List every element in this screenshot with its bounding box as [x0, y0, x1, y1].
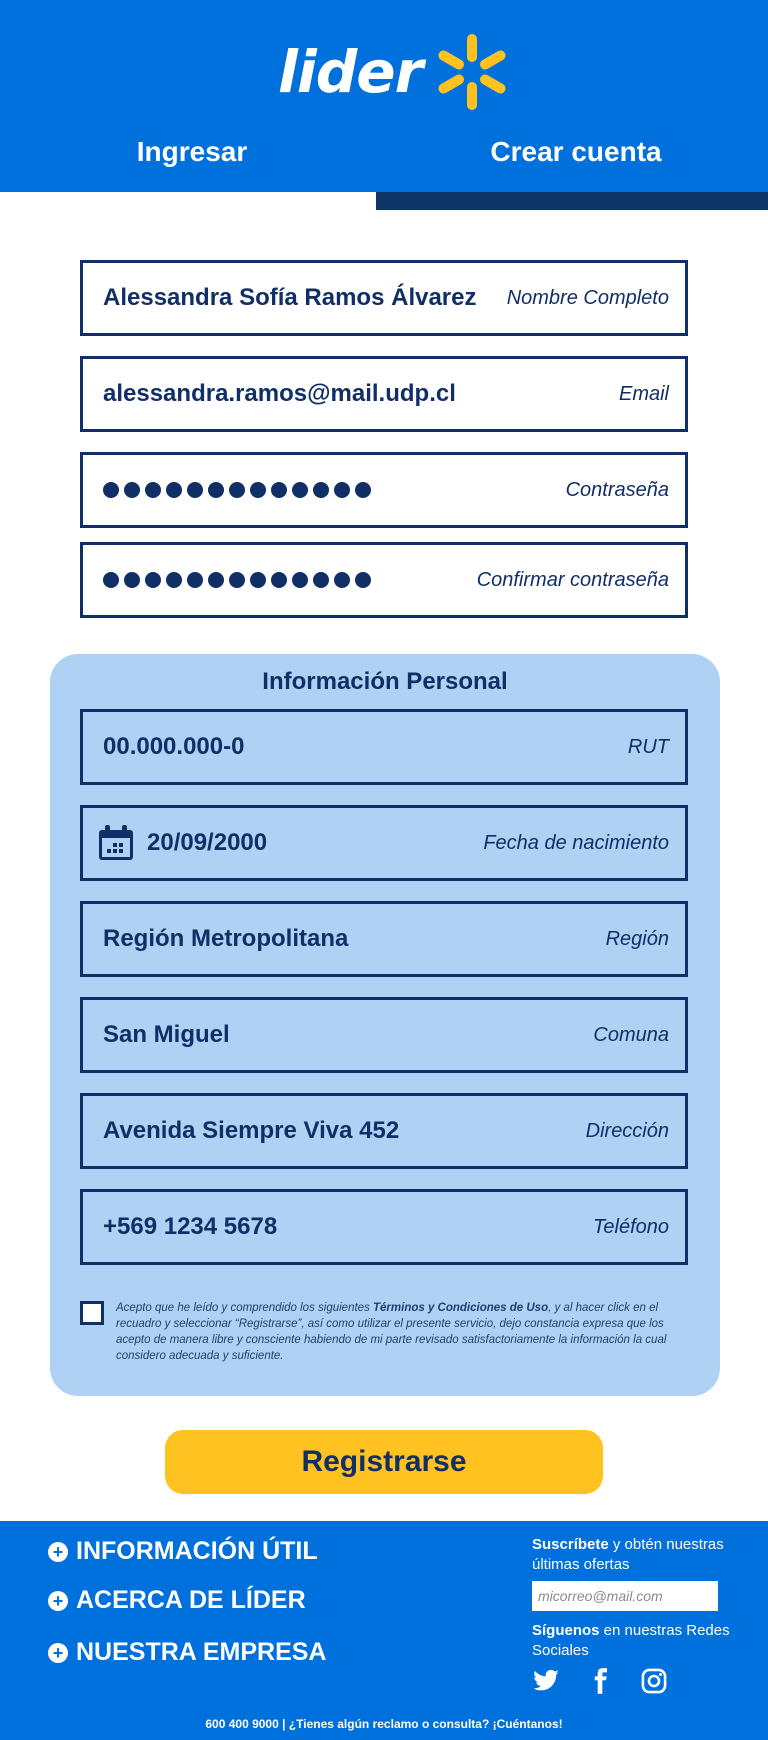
- footer-nav-label: ACERCA DE LÍDER: [76, 1586, 306, 1614]
- personal-info-title: Información Personal: [262, 668, 508, 695]
- social-bold: Síguenos: [532, 1622, 600, 1639]
- rut-label: RUT: [627, 735, 669, 758]
- footer-nav-label: INFORMACIÓN ÚTIL: [76, 1537, 318, 1565]
- social-rest: en nuestras Redes Sociales: [532, 1622, 730, 1659]
- comuna-field[interactable]: [80, 997, 688, 1073]
- twitter-icon[interactable]: [532, 1667, 560, 1695]
- rut-field[interactable]: [80, 709, 688, 785]
- password-dot: [166, 482, 182, 498]
- password-dot: [313, 482, 329, 498]
- email-label: Email: [618, 382, 669, 405]
- rut-value: 00.000.000-0: [103, 733, 245, 760]
- confirm-password-mask: [103, 572, 371, 588]
- full-name-label: Nombre Completo: [506, 286, 669, 309]
- region-value: Región Metropolitana: [103, 925, 349, 952]
- lider-logo[interactable]: [278, 30, 512, 114]
- password-dot: [124, 572, 140, 588]
- plus-circle-icon: +: [48, 1643, 68, 1663]
- spark-icon: [432, 32, 512, 112]
- password-dot: [334, 482, 350, 498]
- password-dot: [355, 572, 371, 588]
- password-dot: [145, 482, 161, 498]
- register-button[interactable]: Registrarse: [165, 1430, 603, 1494]
- password-dot: [355, 482, 371, 498]
- password-field[interactable]: [80, 452, 688, 528]
- password-dot: [334, 572, 350, 588]
- phone-value: +569 1234 5678: [103, 1213, 278, 1240]
- password-mask: [103, 482, 371, 498]
- full-name-value: Alessandra Sofía Ramos Álvarez: [103, 284, 477, 311]
- password-dot: [229, 482, 245, 498]
- comuna-value: San Miguel: [103, 1021, 230, 1048]
- confirm-password-label: Confirmar contraseña: [476, 568, 669, 591]
- contact-line: 600 400 9000 | ¿Tienes algún reclamo o consulta? ¡Cuéntanos!: [205, 1717, 563, 1731]
- terms-block: [80, 1300, 680, 1364]
- subscribe-rest: y obtén nuestras últimas ofertas: [532, 1536, 724, 1573]
- confirm-password-field[interactable]: [80, 542, 688, 618]
- password-dot: [187, 482, 203, 498]
- terms-text-start: Acepto que he leído y comprendido los siguientes: [116, 1302, 373, 1314]
- social-text: [532, 1621, 752, 1661]
- plus-circle-icon: +: [48, 1542, 68, 1562]
- terms-link[interactable]: Términos y Condiciones de Uso: [373, 1302, 549, 1314]
- footer-nav-nuestra-empresa[interactable]: [48, 1638, 327, 1667]
- password-dot: [292, 482, 308, 498]
- email-value: alessandra.ramos@mail.udp.cl: [103, 380, 456, 407]
- facebook-icon[interactable]: [586, 1667, 614, 1695]
- password-dot: [250, 482, 266, 498]
- password-dot: [271, 482, 287, 498]
- password-label: Contraseña: [565, 478, 669, 501]
- instagram-icon[interactable]: [640, 1667, 668, 1695]
- region-field[interactable]: [80, 901, 688, 977]
- subscribe-text: [532, 1535, 752, 1575]
- region-label: Región: [605, 927, 669, 950]
- password-dot: [292, 572, 308, 588]
- footer-nav-info-util[interactable]: [48, 1537, 318, 1566]
- email-field[interactable]: [80, 356, 688, 432]
- password-dot: [103, 482, 119, 498]
- password-dot: [187, 572, 203, 588]
- address-label: Dirección: [585, 1119, 669, 1142]
- birthdate-value: 20/09/2000: [147, 829, 268, 856]
- footer: [0, 1521, 768, 1740]
- password-dot: [166, 572, 182, 588]
- subscribe-email-input[interactable]: [532, 1581, 718, 1611]
- terms-checkbox[interactable]: [80, 1301, 104, 1325]
- password-dot: [229, 572, 245, 588]
- birthdate-field[interactable]: [80, 805, 688, 881]
- password-dot: [250, 572, 266, 588]
- password-dot: [208, 482, 224, 498]
- header: [0, 0, 768, 192]
- password-dot: [124, 482, 140, 498]
- address-field[interactable]: [80, 1093, 688, 1169]
- password-dot: [271, 572, 287, 588]
- password-dot: [103, 572, 119, 588]
- social-icons: [532, 1667, 668, 1695]
- subscribe-bold: Suscríbete: [532, 1536, 609, 1553]
- address-value: Avenida Siempre Viva 452: [103, 1117, 400, 1144]
- terms-text: [116, 1300, 680, 1364]
- password-dot: [313, 572, 329, 588]
- terms-text-end: , y al hacer click en el recuadro y seleccionar “Registrarse”, así como utilizar el presente servicio, dejo constancia expresa que los acepto de manera libre y consciente habiendo de mi parte revisado satisfactoriamente la información la cual considero adecuada y suficiente.: [116, 1302, 667, 1362]
- password-dot: [208, 572, 224, 588]
- tab-crear-cuenta[interactable]: Crear cuenta: [490, 136, 662, 167]
- comuna-label: Comuna: [593, 1023, 669, 1046]
- birthdate-label: Fecha de nacimiento: [483, 831, 669, 854]
- tab-ingresar[interactable]: Ingresar: [136, 136, 248, 167]
- plus-circle-icon: +: [48, 1591, 68, 1611]
- logo-text: lider: [278, 38, 423, 106]
- calendar-icon[interactable]: [97, 824, 135, 862]
- password-dot: [145, 572, 161, 588]
- full-name-field[interactable]: [80, 260, 688, 336]
- footer-nav-acerca-de-lider[interactable]: [48, 1586, 306, 1615]
- footer-nav-label: NUESTRA EMPRESA: [76, 1638, 327, 1666]
- phone-field[interactable]: [80, 1189, 688, 1265]
- active-tab-indicator: [376, 192, 768, 210]
- phone-label: Teléfono: [593, 1215, 669, 1238]
